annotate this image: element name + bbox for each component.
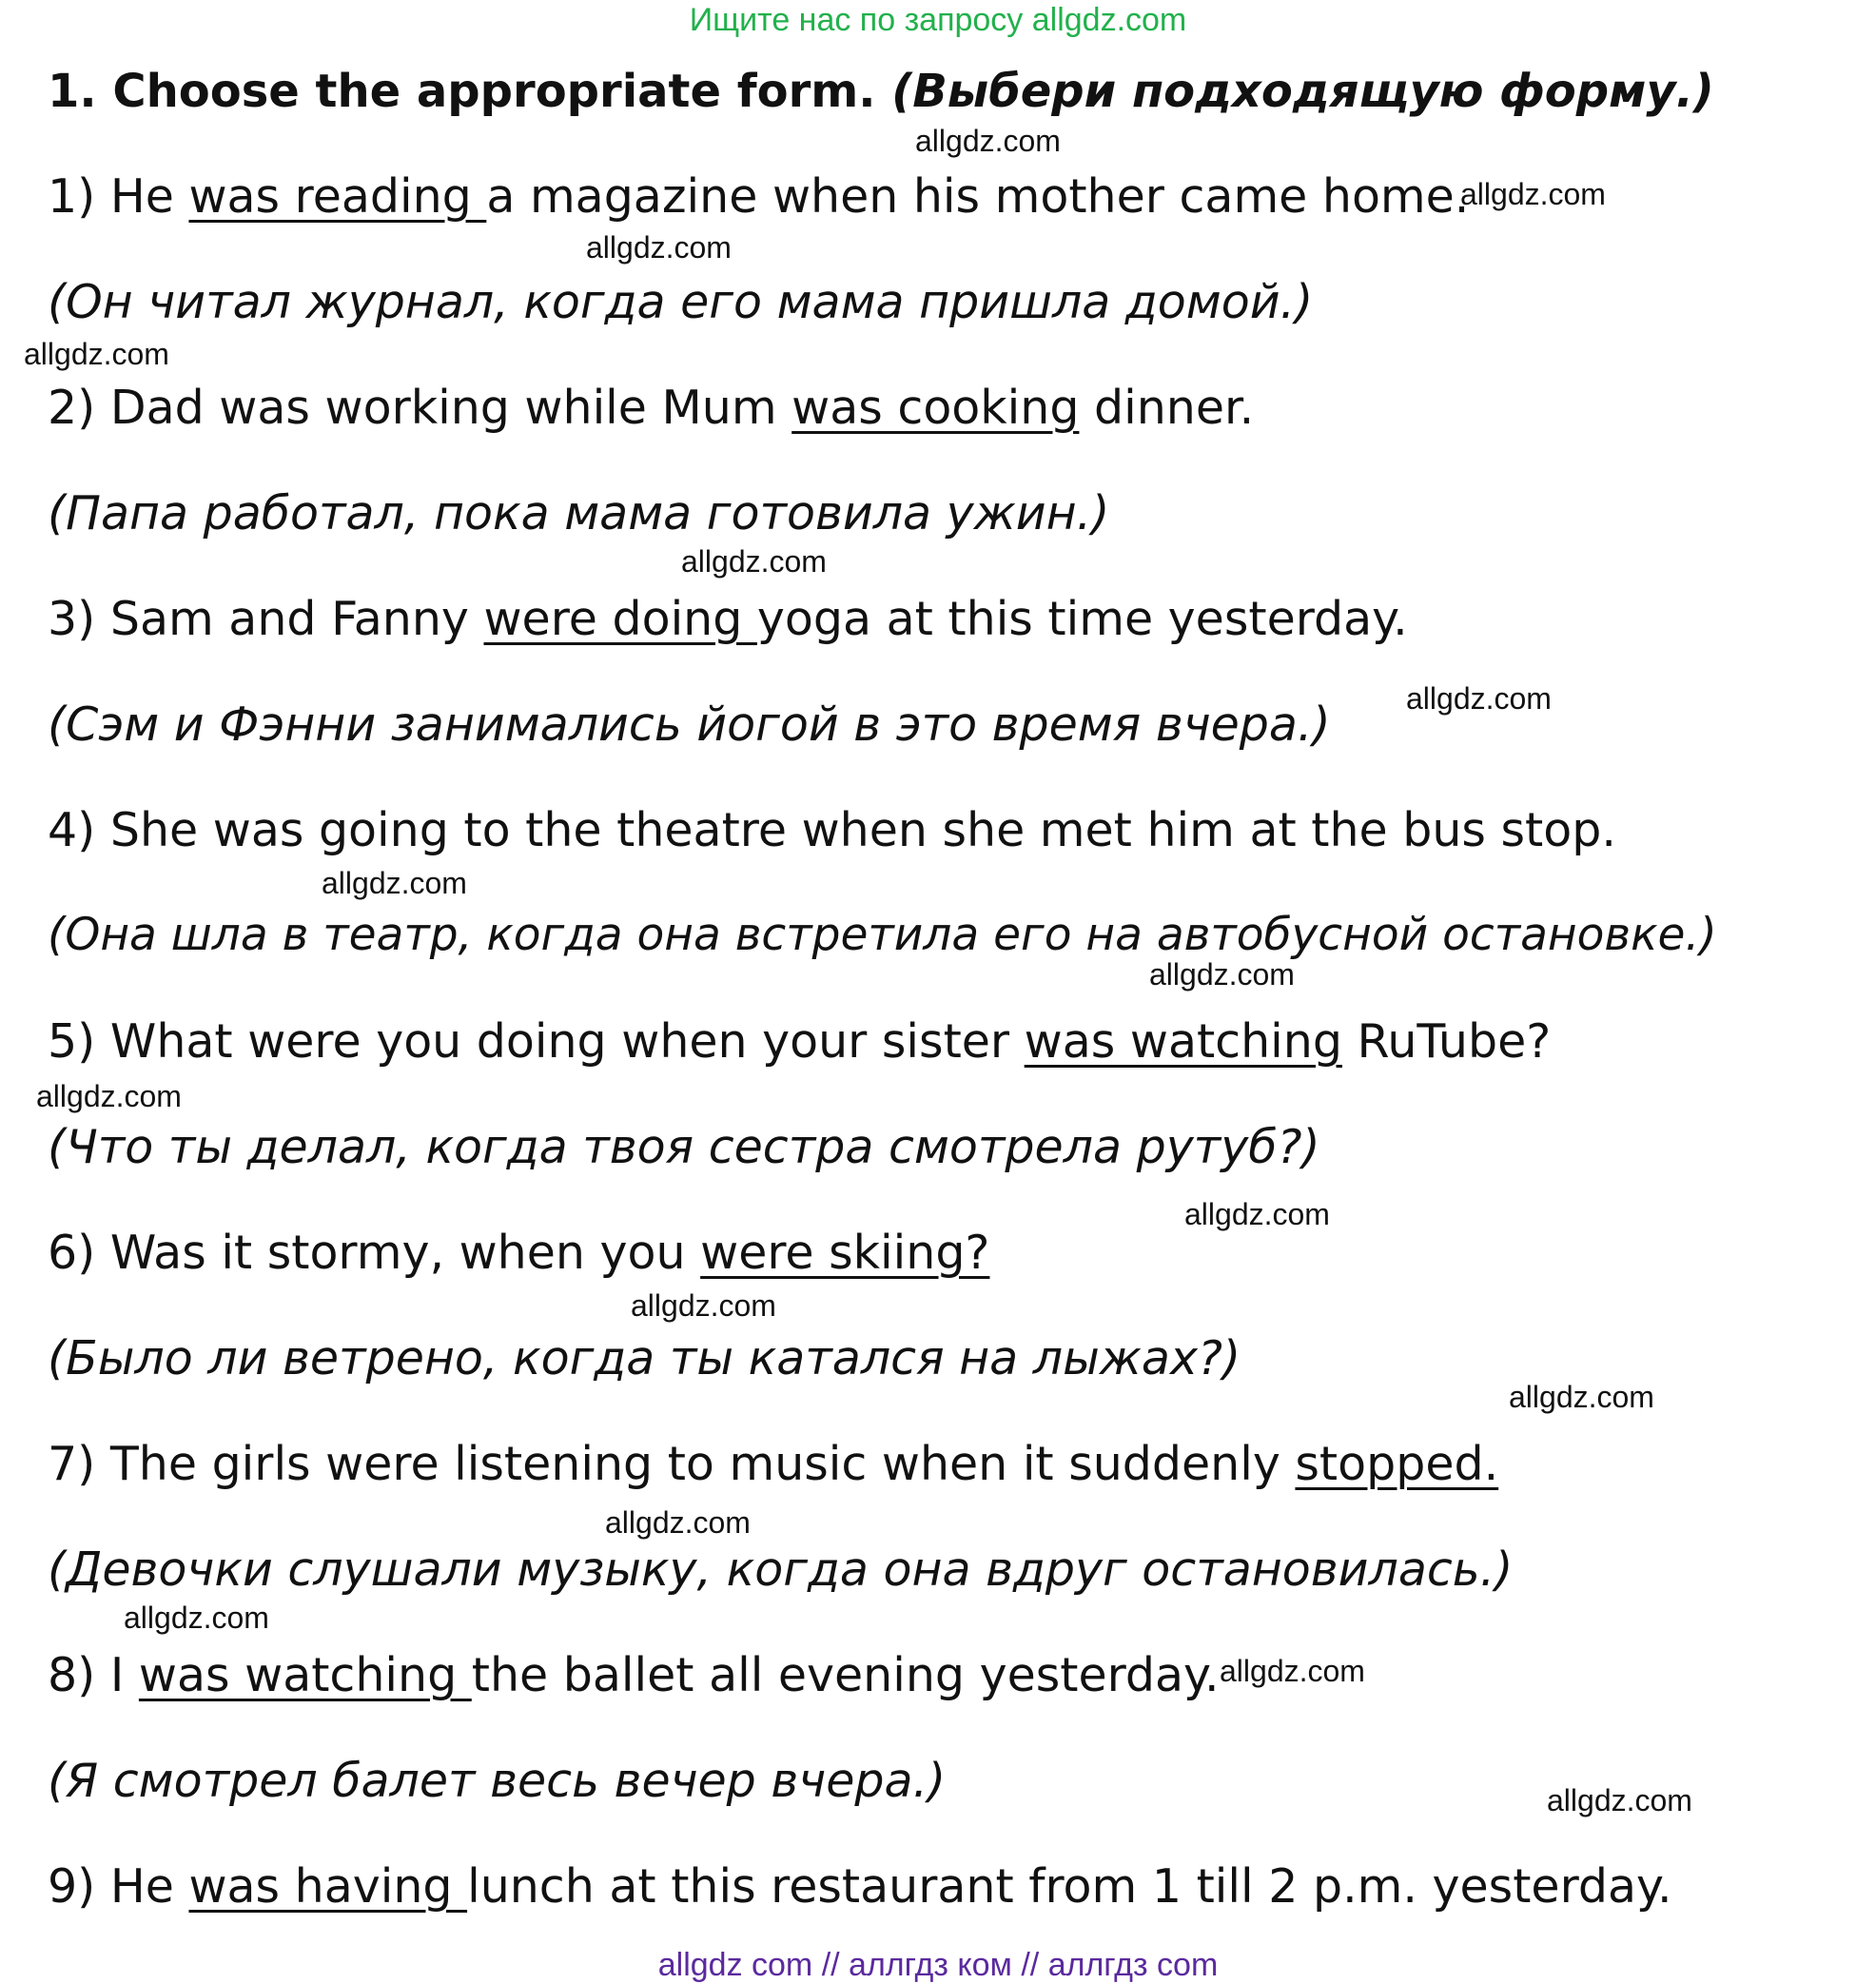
watermark: allgdz.com [1149,957,1295,992]
item-text: 2) Dad was working while Mum [48,381,792,435]
item-text: 5) What were you doing when your sister [48,1014,1025,1069]
item-9-english [48,1859,1672,1914]
item-text: RuTube? [1341,1014,1552,1069]
title-russian: (Выбери подходящую форму.) [891,65,1714,118]
watermark: allgdz.com [1547,1783,1692,1817]
item-6-translation: (Было ли ветрено, когда ты катался на лыжах?) [48,1331,1241,1385]
item-8-english [48,1648,1220,1702]
item-1-english [48,169,1469,224]
watermark: allgdz.com [605,1505,751,1540]
item-3-english [48,592,1408,646]
underlined-answer: was watching [1024,1014,1342,1069]
watermark: allgdz.com [36,1079,182,1113]
underlined-answer: was watching [138,1648,472,1702]
watermark: allgdz.com [322,866,467,900]
watermark: allgdz.com [915,124,1061,158]
watermark: allgdz.com [124,1601,269,1635]
item-text: 1) He [48,169,189,224]
footer-watermark: allgdz com // аллгдз ком // аллгдз com [657,1947,1219,1983]
item-text: 7) The girls were listening to music when it suddenly [48,1437,1296,1491]
item-text: dinner. [1079,381,1255,435]
item-8-translation: (Я смотрел балет весь вечер вчера.) [48,1754,947,1808]
underlined-answer: stopped. [1295,1437,1499,1491]
watermark: allgdz.com [631,1288,776,1323]
item-4-english [48,803,1616,857]
underlined-answer: was reading [188,169,487,224]
item-4-translation: (Она шла в театр, когда она встретила его на автобусной остановке.) [48,909,1717,961]
item-text: the ballet all evening yesterday. [471,1648,1220,1702]
watermark: allgdz.com [681,544,827,579]
item-6-english [48,1226,989,1280]
underlined-answer: was cooking [791,381,1080,435]
item-text: 9) He [48,1859,189,1914]
watermark: allgdz.com [1184,1197,1330,1231]
underlined-answer: was having [188,1859,468,1914]
item-5-english [48,1014,1551,1069]
item-text: 4) She was going to the theatre when she met him at the bus stop. [48,803,1616,857]
item-1-translation: (Он читал журнал, когда его мама пришла домой.) [48,275,1314,329]
watermark: allgdz.com [1509,1380,1654,1414]
watermark: allgdz.com [1406,681,1552,716]
item-text: lunch at this restaurant from 1 till 2 p.m. yesterday. [467,1859,1672,1914]
underlined-answer: were skiing? [700,1226,990,1280]
item-7-english [48,1437,1498,1491]
item-text: a magazine when his mother came home. [486,169,1470,224]
item-text: 6) Was it stormy, when you [48,1226,701,1280]
item-3-translation: (Сэм и Фэнни занимались йогой в это время вчера.) [48,697,1331,752]
item-2-english [48,381,1254,435]
watermark: allgdz.com [586,230,732,265]
item-7-translation: (Девочки слушали музыку, когда она вдруг остановилась.) [48,1542,1514,1597]
item-2-translation: (Папа работал, пока мама готовила ужин.) [48,486,1110,540]
item-text: 8) I [48,1648,139,1702]
title-english: 1. Choose the appropriate form. [48,65,876,118]
watermark: allgdz.com [24,337,169,371]
underlined-answer: were doing [483,592,757,646]
watermark: allgdz.com [1460,177,1606,211]
top-banner: Ищите нас по запросу allgdz.com [689,2,1187,38]
watermark: allgdz.com [1220,1654,1365,1688]
item-text: yoga at this time yesterday. [756,592,1408,646]
exercise-title [48,65,1714,118]
item-text: 3) Sam and Fanny [48,592,484,646]
item-5-translation: (Что ты делал, когда твоя сестра смотрела рутуб?) [48,1120,1320,1174]
